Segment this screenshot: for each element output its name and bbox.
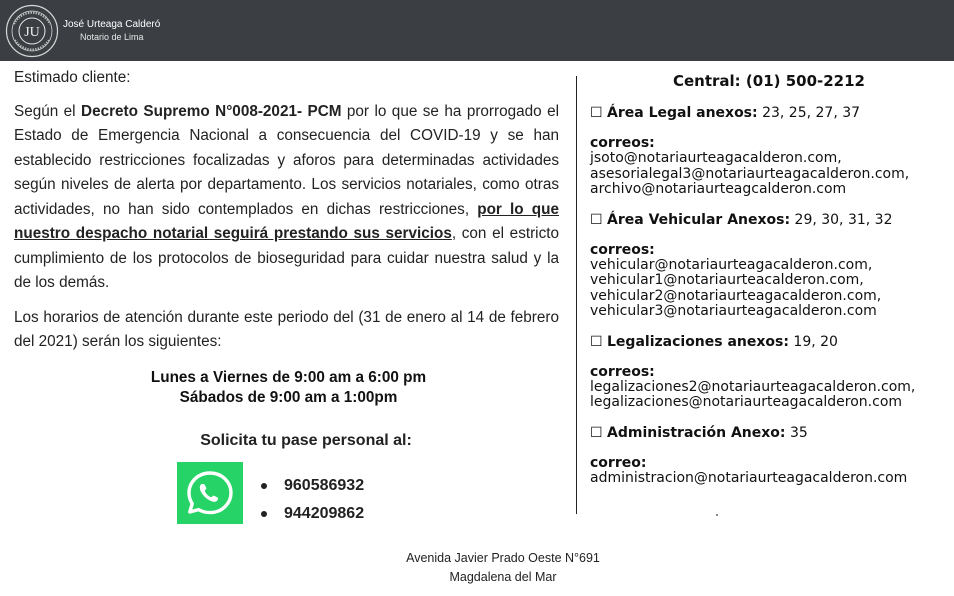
paragraph-decree — [14, 100, 559, 296]
checkbox-icon: ☐ — [590, 105, 603, 121]
emails-label: correos: — [590, 135, 655, 151]
hours-weekdays: Lunes a Viernes de 9:00 am a 6:00 pm — [150, 369, 427, 386]
section-vehicular — [590, 210, 950, 320]
section-legal — [590, 103, 950, 198]
section-legalizaciones — [590, 332, 950, 411]
bullet-icon — [261, 483, 267, 489]
logo-monogram: JU — [24, 25, 40, 40]
checkbox-icon: ☐ — [590, 333, 603, 350]
email-link[interactable]: vehicular1@notariaurteacalderon.com, — [590, 272, 864, 288]
emails-label: correo: — [590, 454, 647, 471]
header-bar — [0, 0, 954, 61]
email-link[interactable]: vehicular@notariaurteagacalderon.com, — [590, 256, 873, 273]
checkbox-icon: ☐ — [590, 211, 603, 228]
hours-saturday: Sábados de 9:00 am a 1:00pm — [179, 389, 398, 406]
opening-hours — [0, 368, 577, 408]
email-link[interactable]: asesorialegal3@notariaurteagacalderon.com, — [590, 165, 910, 182]
section-title — [590, 332, 950, 352]
section-title — [590, 423, 950, 443]
para-text: , con el estricto cumplimiento de los protocolos de bioseguridad para cuidar nuestra salud y la de los demás. — [14, 225, 559, 291]
decree-reference: Decreto Supremo N°008-2021- PCM — [81, 102, 342, 120]
greeting: Estimado cliente: — [14, 69, 131, 86]
notary-name: José Urteaga Calderó — [63, 19, 161, 30]
phone-number[interactable]: 944209862 — [284, 505, 365, 522]
address-footer — [0, 549, 954, 587]
section-title — [590, 103, 950, 123]
bullet-icon — [261, 511, 267, 517]
phone-list — [261, 472, 364, 528]
paragraph-schedule: Los horarios de atención durante este periodo del (31 de enero al 14 de febrero del 2021) serán los siguientes: — [14, 308, 559, 350]
email-link[interactable]: legalizaciones@notariaurteagacalderon.com — [590, 394, 903, 410]
phone-number[interactable]: 960586932 — [284, 477, 365, 494]
list-item — [261, 500, 364, 528]
email-link[interactable]: archivo@notariaurteagcalderon.com — [590, 181, 847, 197]
email-link[interactable]: jsoto@notariaurteagacalderon.com, — [590, 150, 842, 166]
extension-numbers: 35 — [789, 424, 808, 441]
email-link[interactable]: administracion@notariaurteagacalderon.com — [590, 469, 908, 486]
speck — [716, 514, 718, 516]
notary-seal-logo — [5, 4, 59, 58]
email-link[interactable]: vehicular3@notariaurteagacalderon.com — [590, 303, 877, 319]
para-text: Según el — [14, 102, 82, 120]
central-phone: Central: (01) 500-2212 — [672, 72, 865, 90]
emails-label: correos: — [590, 363, 655, 380]
list-item — [261, 472, 364, 500]
extension-numbers: 23, 25, 27, 37 — [762, 105, 861, 121]
whatsapp-icon — [177, 462, 243, 524]
section-label: Administración Anexo: — [607, 424, 786, 441]
pass-request-title: Solicita tu pase personal al: — [200, 432, 412, 449]
email-link[interactable]: legalizaciones2@notariaurteagacalderon.com, — [590, 378, 916, 395]
section-administracion — [590, 423, 950, 487]
announcement-body — [14, 66, 559, 355]
extension-numbers: 19, 20 — [793, 333, 838, 350]
emphasis-underlined: por lo que nuestro despacho notarial seguirá prestando sus servicios — [14, 200, 559, 242]
section-label: Área Legal anexos: — [607, 105, 758, 121]
section-label: Área Vehicular Anexos: — [607, 211, 791, 228]
notary-subtitle: Notario de Lima — [80, 32, 144, 42]
address-district: Magdalena del Mar — [449, 570, 557, 584]
extension-numbers: 29, 30, 31, 32 — [794, 211, 893, 228]
section-label: Legalizaciones anexos: — [607, 333, 789, 350]
column-divider — [576, 76, 577, 514]
para-text: por lo que se ha prorrogado el Estado de Emergencia Nacional a consecuencia del COVID-19 y se han establecido restricciones focalizadas y aforos para determinadas actividades según niveles de alerta por departamento. Los servicios notariales, como otras actividades, no han sido contemplados en dichas restricciones, — [14, 102, 559, 218]
section-title — [590, 210, 950, 230]
address-street: Avenida Javier Prado Oeste N°691 — [406, 551, 600, 565]
contact-panel — [590, 72, 950, 498]
email-link[interactable]: vehicular2@notariaurteagacalderon.com, — [590, 287, 882, 304]
emails-label: correos: — [590, 241, 655, 258]
checkbox-icon: ☐ — [590, 424, 603, 441]
